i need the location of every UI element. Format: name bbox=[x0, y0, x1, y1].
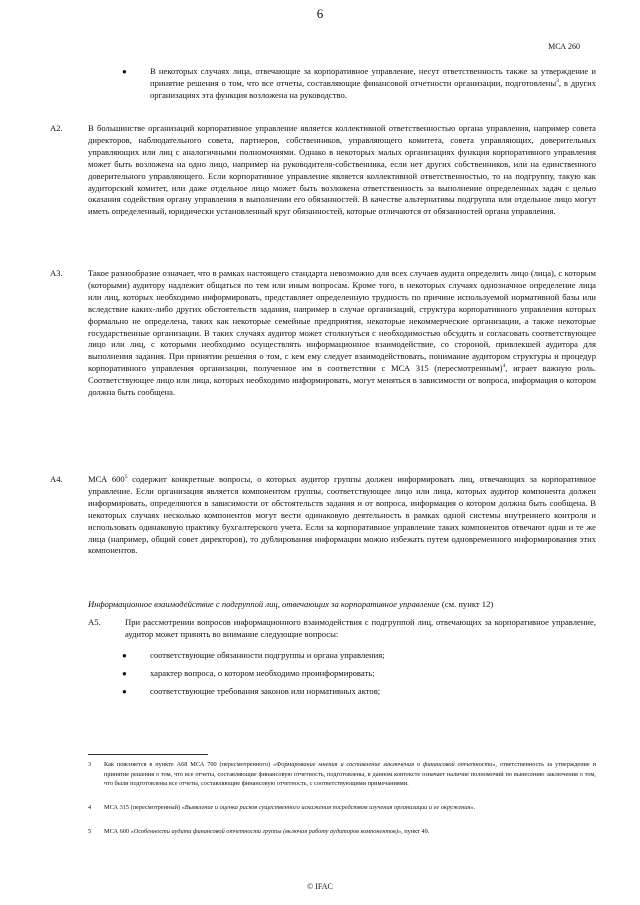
paragraph-a4 bbox=[50, 474, 596, 557]
footnote-title: Выявление и оценка рисков существенного искажения посредством изучения организации и ее окружения bbox=[184, 804, 471, 811]
section-heading-italic: Информационное взаимодействие с подгруппой лиц, отвечающих за корпоративное управление bbox=[88, 599, 440, 609]
section-heading-ref: (см. пункт 12) bbox=[439, 599, 494, 609]
footnote-text-a: Как поясняется в пункте А68 МСА 700 (пересмотренного) « bbox=[104, 761, 277, 768]
a5-bullet-1 bbox=[122, 650, 596, 662]
footnote-separator bbox=[88, 754, 208, 755]
footnote-text-b: », ответственность за утверждение и принятие решения о том, что все отчеты, составляющие финансовую отчетность, подготовлены, в данном контексте означает наличие полномочий по вынесению заключения о том, что были подготовлены все отчеты, составляющие финансовую отчетность, с соответствующими примечаниями. bbox=[104, 761, 596, 788]
footnote-number: 3 bbox=[88, 761, 92, 768]
a5-bullet-2 bbox=[122, 668, 596, 680]
footnote-title: Особенности аудита финансовой отчетности группы (включая работу аудиторов компонентов) bbox=[133, 828, 398, 835]
paragraph-text: При рассмотрении вопросов информационного взаимодействия с подгруппой лиц, отвечающих за корпоративное управление, аудитор может принять во внимание следующие вопросы: bbox=[125, 617, 596, 639]
paragraph-text: В большинстве организаций корпоративное управление является коллективной ответственностью органа управления, например совета директоров, наблюдательного совета, партнеров, собственников, управляющего комитета, совета управляющих, доверительных управляющих или лиц с аналогичными полномочиями. Однако в некоторых малых организациях функция корпоративного управления может быть возложена на одно лицо, например на руководителя-собственника, если нет других собственников, или на единственного доверительного управляющего. Если корпоративное управление является коллективной ответственностью, то на подгруппу, такую как аудиторский комитет, или даже отдельное лицо может быть возложена ответственность за выполнение определенных задач с целью оказания содействия органу управления в выполнении его обязанностей. В качестве альтернативы подгруппа или отдельное лицо могут иметь определенный, юридически установленный круг обязанностей, которые отличаются от обязанностей органа управления. bbox=[88, 123, 596, 217]
paragraph-a2 bbox=[50, 123, 596, 218]
bullet-text: характер вопроса, о котором необходимо проинформировать; bbox=[150, 668, 375, 678]
paragraph-a5 bbox=[88, 617, 596, 641]
footnote-ref-4[interactable]: 4 bbox=[502, 363, 506, 370]
paragraph-number: A4. bbox=[50, 474, 63, 484]
footnote-text-a: МСА 315 (пересмотренный) « bbox=[104, 804, 185, 811]
bullet-icon: ● bbox=[122, 67, 127, 76]
footnote-ref-5[interactable]: 5 bbox=[124, 474, 128, 481]
footnote-4 bbox=[88, 803, 596, 813]
footnote-text-b: ». bbox=[470, 804, 476, 811]
intro-bullet-text-b: , в других организациях эта функция возложена на руководство. bbox=[150, 77, 596, 100]
intro-bullet-text-a: В некоторых случаях лица, отвечающие за корпоративное управление, несут ответственность также за утверждение и принятие решения о том, что все отчеты, составляющие финансовой отчетности организации, подготовлены bbox=[150, 66, 596, 88]
footnote-3 bbox=[88, 760, 596, 789]
paragraph-number: A3. bbox=[50, 268, 63, 278]
intro-bullet bbox=[122, 66, 596, 102]
footer-copyright: © IFAC bbox=[307, 882, 333, 891]
paragraph-a3 bbox=[50, 268, 596, 399]
footnote-text-a: МСА 600 « bbox=[104, 828, 134, 835]
bullet-text: соответствующие требования законов или нормативных актов; bbox=[150, 686, 381, 696]
a5-bullet-3 bbox=[122, 686, 596, 698]
footnote-number: 4 bbox=[88, 804, 92, 811]
paragraph-text-a: Такое разнообразие означает, что в рамках настоящего стандарта невозможно для всех случаев аудита определить лицо (лица), с которым (которыми) аудитору надлежит общаться по тем или иным вопросам. Кроме того, в некоторых случаях однозначное определение лица или лиц, которых необходимо информировать, представляет определенную трудность по причине используемой нормативной базы или вследствие каких-либо других обстоятельств задания, например в случае организаций, структура корпоративного управления которых формально не определена, таких как некоторые семейные предприятия, некоторые некоммерческие организации, а также некоторые государственные организации. В таких случаях аудитор может столкнуться с необходимостью обсудить и согласовать соответствующее лицо или лиц, с которыми необходимо осуществлять информационное взаимодействие, со стороной, привлекшей аудитора для выполнения задания. При принятии решения о том, с кем ему следует взаимодействовать, понимание аудитором структуры и процедур корпоративного управления организации, полученное им в соответствии с МСА 315 (пересмотренным) bbox=[88, 268, 596, 374]
bullet-text: соответствующие обязанности подгруппы и органа управления; bbox=[150, 650, 385, 660]
paragraph-number: A2. bbox=[50, 123, 63, 133]
footnote-text-b: », пункт 49. bbox=[397, 828, 430, 835]
paragraph-number: A5. bbox=[88, 617, 101, 627]
footnote-number: 5 bbox=[88, 828, 92, 835]
paragraph-text-b: содержит конкретные вопросы, о которых аудитор группы должен информировать лиц, отвечающих за корпоративное управление. Если организация является компонентом группы, соответствующее лицо или лица, которых аудитор компонента должен информировать, определяются в зависимости от обстоятельств задания и от вопроса, информация о котором должна быть сообщена. В некоторых случаях несколько компонентов могут вести одинаковую деятельность в рамках одной системы внутреннего контроля и использовать одинаковую практику бухгалтерского учета. Если за корпоративное управление таких компонентов отвечают одни и те же лица (например, общий совет директоров), то дублирования информации можно избежать путем одновременного информирования этих компонентов. bbox=[88, 474, 596, 556]
footnote-ref-3[interactable]: 3 bbox=[556, 78, 559, 85]
section-heading bbox=[88, 598, 598, 610]
footnote-5 bbox=[88, 827, 596, 837]
footnote-title: Формирование мнения и составление заключения о финансовой отчетности bbox=[276, 761, 493, 768]
bullet-icon: ● bbox=[122, 651, 127, 660]
page-number: 6 bbox=[316, 6, 324, 21]
bullet-icon: ● bbox=[122, 687, 127, 696]
paragraph-text-b: , играет важную роль. Соответствующее лицо или лица, которых необходимо информировать, могут меняться в зависимости от вопроса, информация о котором должна быть сообщена. bbox=[88, 363, 596, 398]
bullet-icon: ● bbox=[122, 669, 127, 678]
paragraph-text-a: МСА 600 bbox=[88, 474, 125, 484]
document-code: МСА 260 bbox=[548, 42, 580, 51]
